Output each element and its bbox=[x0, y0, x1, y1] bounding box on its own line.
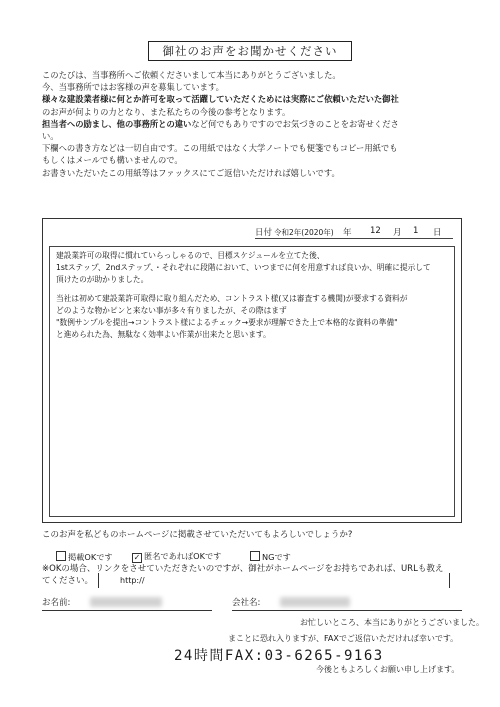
comment-line: どのような物かピンと来ない事が多々有りましたが、その際はまず bbox=[56, 306, 287, 316]
url-field[interactable] bbox=[98, 573, 450, 588]
form-title: 御社のお声をお聞かせください bbox=[148, 41, 352, 61]
checkbox-anonymous[interactable]: ✓ bbox=[133, 553, 141, 562]
fax-number: 24時間FAX:03-6265-9163 bbox=[174, 648, 384, 664]
name-label: お名前: bbox=[42, 598, 71, 608]
date-era: 令和2年(2020年) bbox=[274, 228, 334, 237]
intro-phrase: など何でもありですのでお気づきのことをお寄せくださ bbox=[191, 118, 399, 129]
intro-line: このたびは、当事務所へご依頼くださいまして本当にありがとうございました。 bbox=[42, 70, 341, 80]
comment-line: 建設業許可の取得に慣れていらっしゃるので、目標スケジュールを立てた後、 bbox=[56, 251, 325, 260]
intro-line: のお声が何よりの力となり、また私たちの今後の参考となります。 bbox=[42, 106, 291, 117]
intro-line: い。 bbox=[42, 131, 59, 142]
company-label: 会社名: bbox=[232, 598, 261, 608]
company-underline bbox=[232, 610, 462, 611]
company-redacted bbox=[280, 597, 350, 607]
name-redacted bbox=[90, 597, 162, 607]
intro-line bbox=[42, 118, 472, 130]
intro-text bbox=[42, 69, 472, 179]
option-ng-label: NGです bbox=[262, 552, 291, 562]
closing-text: 今後ともよろしくお願い申し上げます。 bbox=[316, 665, 460, 674]
link-request-line: てください。 bbox=[42, 576, 94, 586]
date-month-value[interactable]: 12 bbox=[370, 226, 381, 236]
intro-bold-phrase: 担当者への励まし、他の事務所との違い bbox=[42, 118, 192, 129]
checkbox-ok[interactable] bbox=[56, 551, 66, 561]
intro-line: 今、当事務所ではお客様の声を募集しています。 bbox=[42, 82, 224, 93]
option-ng[interactable] bbox=[250, 551, 291, 563]
comment-line: と進められた為、無駄なく効率よい作業が出来たと思います。 bbox=[56, 329, 271, 339]
date-day-value[interactable]: 1 bbox=[413, 226, 419, 236]
intro-line: もしくはメールでも構いませんので。 bbox=[42, 155, 183, 166]
intro-line: 下欄への書き方などは一切自由です。この用紙ではなく大学ノートでも便箋でもコピー用紙でも bbox=[42, 143, 398, 154]
comment-text bbox=[56, 250, 451, 341]
date-label: 日付 bbox=[255, 228, 273, 238]
date-year-unit: 年 bbox=[343, 228, 352, 238]
comment-line: "数例サンプルを提出→コントラスト様によるチェック→要求が理解できた上で本格的な資料の準備" bbox=[56, 317, 398, 327]
comment-line: 1stステップ、2ndステップ、・それぞれに段階において、いつまでに何を用意すれば良いか、明確に提示して bbox=[56, 262, 431, 272]
comment-line: 頂けたのが助かりました。 bbox=[56, 274, 149, 284]
fax-request-text: まことに恐れ入りますが、FAXでご返信いただければ幸いです。 bbox=[228, 634, 459, 643]
link-request-line: ※OKの場合、リンクをさせていただきたいのですが、御社がホームページをお持ちであれば、URLも教え bbox=[42, 564, 444, 574]
date-month-unit: 月 bbox=[393, 228, 402, 238]
option-anonymous-label: 匿名であればOKです bbox=[144, 551, 222, 561]
publish-question: このお声を私どものホームページに掲載させていただいてもよろしいでしょうか? bbox=[42, 530, 353, 540]
option-ok-label: 掲載OKです bbox=[68, 552, 113, 562]
comment-line: 当社は初めて建設業許可取得に取り組んだため、コントラスト様(又は審査する機関)が要求する資料が bbox=[56, 294, 408, 304]
checkbox-ng[interactable] bbox=[250, 551, 260, 561]
name-underline bbox=[42, 610, 212, 611]
url-prefix: http:// bbox=[120, 576, 145, 585]
intro-line: お書きいただいたこの用紙等はファックスにてご返信いただければ嬉しいです。 bbox=[42, 167, 340, 178]
option-ok[interactable] bbox=[56, 551, 113, 563]
intro-line-bold: 様々な建設業者様に何とか許可を取って活躍していただくためには実際にご依頼いただいた御社 bbox=[42, 94, 399, 105]
date-day-unit: 日 bbox=[433, 228, 442, 238]
date-underline bbox=[255, 238, 453, 239]
thanks-text: お忙しいところ、本当にありがとうございました。 bbox=[300, 618, 484, 627]
option-anonymous[interactable] bbox=[132, 551, 221, 563]
